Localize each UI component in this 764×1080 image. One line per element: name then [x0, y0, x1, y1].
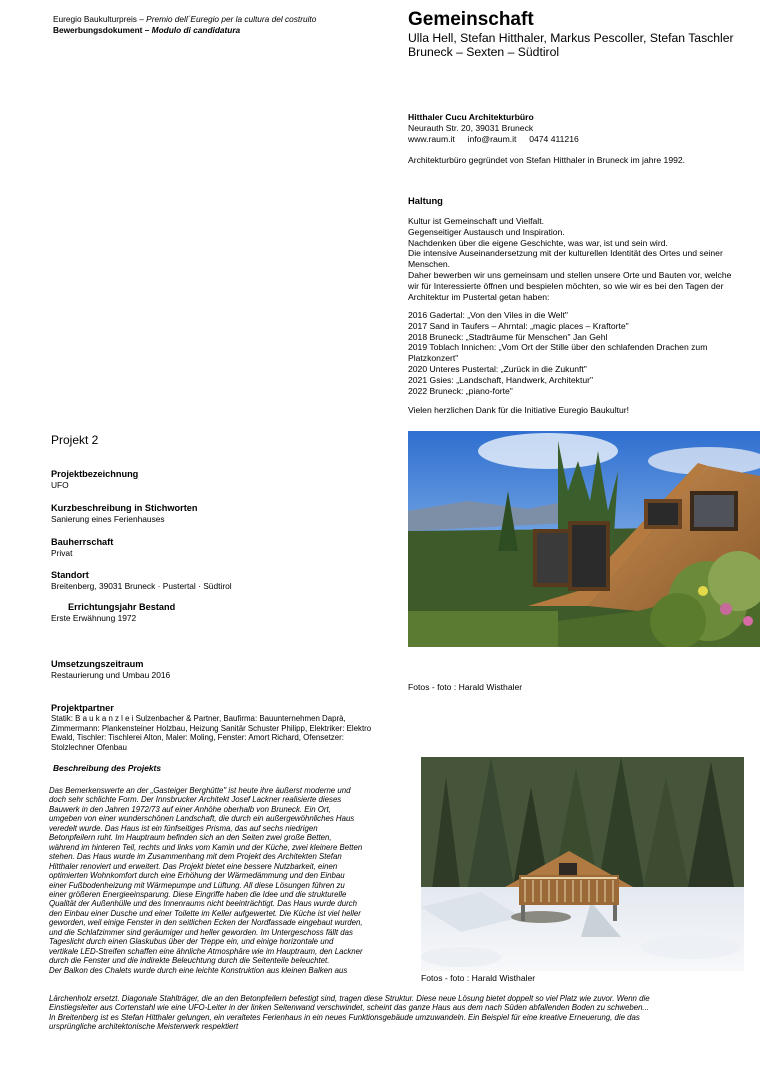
applicant-names: Ulla Hell, Stefan Hitthaler, Markus Pescoller, Stefan Taschler [408, 31, 734, 45]
field-value: Erste Erwähnung 1972 [51, 613, 137, 623]
desc-line: stehen. Das Haus wurde im Zusammenhang mit dem Projekt des Architekten Stefan [49, 852, 342, 862]
doc-type-it: Modulo di candidatura [151, 25, 241, 35]
event-item: 2018 Bruneck: „Stadträume für Menschen" Jan Gehl [408, 331, 608, 342]
desc-line: während im hinteren Teil, rechts und links vom Kamin und der Küche, zwei kleinere Betten [49, 842, 363, 852]
haltung-line: Kultur ist Gemeinschaft und Vielfalt. [408, 216, 544, 226]
partner-line: Statik: B a u k a n z l e i Sulzenbacher & Partner, Baufirma: Bauunternehmen Daprà, [51, 714, 346, 723]
applicant-title: Gemeinschaft [408, 9, 534, 30]
photo-cabin-winter-image [421, 757, 744, 971]
field-value: UFO [51, 480, 69, 490]
desc-line: einer größeren Energieeinsparung. Diese Eingriffe haben die Idee und die strukturelle [49, 889, 347, 899]
partner-label: Projektpartner [51, 703, 114, 713]
haltung-line: Nachdenken über die eigene Geschichte, was war, ist und sein wird. [408, 237, 668, 248]
event-item: Platzkonzert" [408, 353, 459, 364]
desc-line: Der Balkon des Chalets wurde durch eine leichte Konstruktion aus kleinen Balken aus [49, 965, 348, 975]
event-item: 2017 Sand in Taufers – Ahrntal: „magic places – Kraftorte" [408, 320, 629, 331]
field-umsetzungszeitraum [51, 659, 170, 681]
desc-line: geworden, weil einige Fenster in den seitlichen Ecken der Nordfassade eingebaut wurden, [49, 918, 363, 928]
desc-line: Betonpfeilern ruht. Im Hauptraum befinden sich an den Seiten zwei große Betten, [49, 833, 332, 843]
field-kurzbeschreibung [51, 503, 198, 525]
photo-caption-1: Fotos - foto : Harald Wisthaler [408, 682, 523, 692]
haltung-line: wir für Interessierte öffnen und bespielen möchten, so wie wir es bei den Tagen der [408, 280, 724, 291]
desc-line: veredelt wurde. Das Haus ist ein fünfseitiges Prisma, das auf sechs niedrigen [49, 823, 318, 833]
haltung-line: Menschen. [408, 259, 451, 270]
haltung-events [408, 310, 707, 396]
haltung-thanks: Vielen herzlichen Dank für die Initiative Euregio Baukultur! [408, 405, 630, 415]
office-address: Neurauth Str. 20, 39031 Bruneck [408, 123, 534, 133]
field-label: Kurzbeschreibung in Stichworten [51, 503, 198, 513]
event-item: 2020 Unteres Pustertal: „Zurück in die Zukunft" [408, 363, 587, 374]
project-partners [51, 703, 371, 752]
field-value: Privat [51, 548, 73, 558]
document-type [53, 25, 240, 36]
office-name: Hitthaler Cucu Architekturbüro [408, 112, 534, 122]
event-item: 2021 Gsies: „Landschaft, Handwerk, Architektur" [408, 374, 594, 385]
desc-line: Das Bemerkenswerte an der „Gasteiger Berghütte" ist heute ihre äußerst moderne und [49, 786, 351, 795]
partner-line: Stolzlechner Ofenbau [51, 742, 127, 752]
desc-line: Bauwerk in den Jahren 1972/73 auf einer Anhöhe oberhalb von Bruneck. Ein Ort, [49, 804, 331, 814]
desc-line: Lärchenholz ersetzt. Diagonale Stahlträger, die an den Betonpfeilern befestigt sind, tragen diese Struktur. Diese neue Lösung bietet doppelt so viel Platz wie zuvor. Wenn die [49, 994, 650, 1003]
desc-line: und die Schlafzimmer sind geräumiger und heller geworden. Im Untergeschoss fällt das [49, 927, 353, 937]
field-standort [51, 570, 232, 592]
desc-line: optimierten Wohnkomfort durch eine Erhöhung der Wärmedämmung und den Einbau [49, 871, 345, 881]
field-bauherrschaft [51, 537, 113, 559]
description-label: Beschreibung des Projekts [53, 763, 161, 773]
haltung-line: Architektur im Pustertal getan haben: [408, 291, 550, 302]
desc-line: ursprüngliche architektonische Meisterwerk respektiert [49, 1022, 239, 1032]
photo-cabin-summer [408, 431, 760, 647]
haltung-line: Die intensive Auseinandersetzung mit der kulturellen Identität des Ortes und seiner [408, 248, 723, 259]
prize-separator: – [136, 14, 147, 24]
field-label: Standort [51, 570, 89, 580]
partner-line: Zimmermann: Plankensteiner Holzbau, Heizung Sanitär Schuster Philipp, Elektriker: Elektro [51, 723, 372, 733]
field-value: Restaurierung und Umbau 2016 [51, 670, 171, 680]
event-item: 2022 Bruneck: „piano-forte" [408, 385, 513, 396]
field-projektbezeichnung [51, 469, 138, 491]
desc-line: Qualität der Außenhülle und des Innenraums nicht beeinträchtigt. Das Haus wurde durch [49, 899, 357, 909]
desc-line: durch die Fenster und die indirekte Beleuchtung durch die Seitenteile beleuchtet. [49, 956, 330, 966]
field-label: Bauherrschaft [51, 537, 114, 547]
field-label: Umsetzungszeitraum [51, 659, 144, 669]
desc-line: Hitthaler renoviert und erweitert. Das Projekt bietet eine bessere Nutzbarkeit, einen [49, 861, 338, 871]
desc-line: Tageslicht durch einen Glaskubus über der Treppe ein, und einige horizontale und [49, 937, 334, 947]
photo-cabin-winter [421, 757, 744, 971]
desc-line: Einstiegsleiter aus Cortenstahl wie eine UFO-Leiter in der linken Seitenwand verschwindet, scheint das ganze Haus aus dem nach Süden abfallenden Boden zu schweben... [49, 1003, 649, 1013]
prize-title [53, 14, 316, 25]
office-web-link[interactable]: www.raum.it [408, 134, 455, 144]
field-errichtungsjahr [51, 602, 175, 624]
description-text [49, 786, 363, 975]
haltung-heading: Haltung [408, 195, 443, 206]
description-text-full [49, 994, 749, 1032]
field-value: Breitenberg, 39031 Bruneck · Pustertal · Südtirol [51, 581, 232, 591]
office-founded: Architekturbüro gegründet von Stefan Hitthaler in Bruneck im jahre 1992. [408, 155, 686, 165]
event-item: 2016 Gadertal: „Von den Viles in die Welt" [408, 310, 568, 320]
office-contact [408, 134, 579, 145]
haltung-text [408, 216, 731, 302]
photo-cabin-summer-image [408, 431, 760, 647]
field-value: Sanierung eines Ferienhauses [51, 514, 165, 524]
desc-line: den Einbau einer Dusche und einer Toilette im Keller aufgewertet. Die Küche ist viel heller [49, 908, 361, 918]
partner-line: Ewald, Tischler: Tischlerei Alton, Maler: Moling, Fenster: Amort Richard, Ofensetzer: [51, 733, 344, 743]
event-item: 2019 Toblach Innichen: „Vom Ort der Stille über den schlafenden Drachen zum [408, 342, 708, 353]
desc-line: In Breitenberg ist es Stefan Hitthaler gelungen, ein veraltetes Ferienhaus in ein neues Funktionsgebäude umzuwandeln. Ein Beispiel für eine kreative Erneuerung, die das [49, 1012, 640, 1022]
project-title: Projekt 2 [51, 433, 99, 447]
photo-caption-2: Fotos - foto : Harald Wisthaler [421, 973, 536, 983]
office-email-link[interactable]: info@raum.it [467, 134, 517, 144]
office-phone: 0474 411216 [529, 134, 579, 144]
desc-line: vertikale LED-Streifen schaffen eine ähnliche Atmosphäre wie im Hauptraum, den Lackner [49, 946, 363, 956]
doc-type-separator: – [142, 25, 152, 35]
desc-line: doch sehr schlichte Form. Der Innsbrucker Architekt Josef Lackner realisierte dieses [49, 795, 342, 805]
doc-type-de: Bewerbungsdokument [53, 25, 143, 35]
prize-title-it: Premio dell´Euregio per la cultura del costruito [146, 14, 317, 24]
desc-line: einer Fußbodenheizung mit Wärmepumpe und Lüftung. All diese Lösungen führen zu [49, 880, 345, 890]
haltung-line: Gegenseitiger Austausch und Inspiration. [408, 226, 565, 237]
haltung-line: Daher bewerben wir uns gemeinsam und stellen unsere Orte und Bauten vor, welche [408, 269, 732, 280]
desc-line: umgeben von einer wunderschönen Landschaft, die durch ein außergewöhnliches Haus [49, 814, 355, 824]
applicant-places: Bruneck – Sexten – Südtirol [408, 45, 560, 59]
prize-title-de: Euregio Baukulturpreis [53, 14, 137, 24]
field-label: Errichtungsjahr Bestand [68, 602, 176, 612]
field-label: Projektbezeichnung [51, 469, 139, 479]
